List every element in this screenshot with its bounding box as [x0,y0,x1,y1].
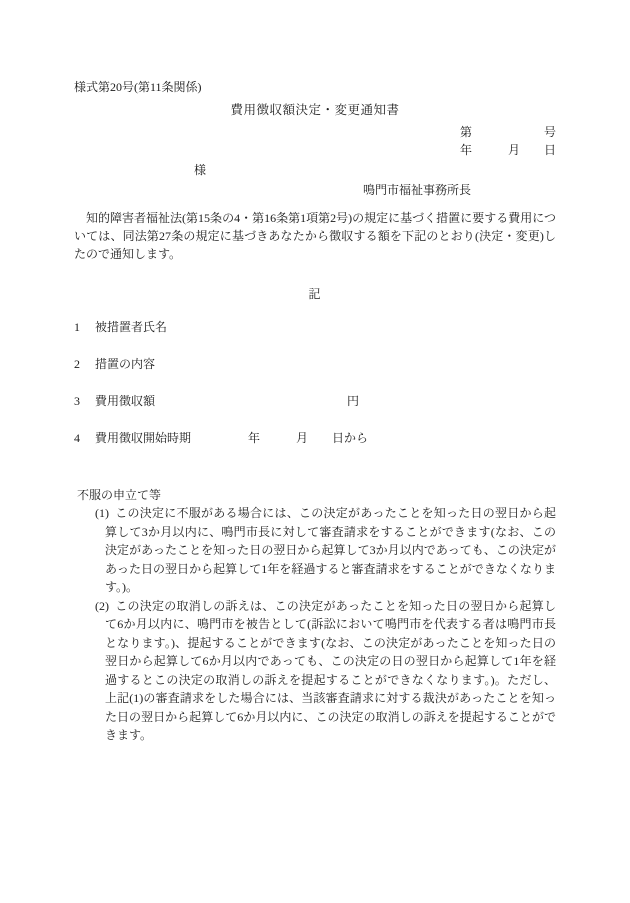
item-number: 4 [74,431,80,445]
item-number: 3 [74,394,80,408]
item-label: 費用徴収額 [95,394,156,408]
clause-number: (1) [95,506,109,520]
document-number-line: 第 号 [459,125,556,139]
item-row-fee-start-date [74,429,556,447]
item-label: 措置の内容 [95,357,156,371]
item-number: 2 [74,357,80,371]
document-title: 費用徴収額決定・変更通知書 [230,103,400,117]
appeal-clause-2 [95,597,556,745]
item-number: 1 [74,320,80,334]
item-value-yen: 円 [347,394,360,408]
item-row-measure-content [74,355,556,373]
date-line: 年 月 日 [459,143,556,157]
form-number: 様式第20号(第11条関係) [74,80,202,94]
appeal-section [74,486,556,745]
appeal-clause-1 [95,504,556,597]
item-row-fee-amount [74,392,556,410]
items-list [74,318,556,447]
item-row-recipient-name [74,318,556,336]
record-marker: 記 [308,287,322,301]
item-label: 被措置者氏名 [95,320,168,334]
addressee-honorific: 様 [194,163,207,177]
clause-text: この決定の取消しの訴えは、この決定があったことを知った日の翌日から起算して6か月以内に、鳴門市を被告として(訴訟において鳴門市を代表する者は鳴門市長となります。)、提起することができます(なお、この決定があったことを知った日の翌日から起算して6か月以内であっても、この決定の日の翌日から起算して1年を経過するとこの決定の取消しの訴えを提起することができなくなります。)。ただし、上記(1)の審査請求をした場合には、当該審査請求に対する裁決があったことを知った日の翌日から起算して6か月以内に、この決定の取消しの訴えを提起することができます。 [105,598,556,742]
appeal-heading: 不服の申立て等 [77,488,162,502]
clause-text: この決定に不服がある場合には、この決定があったことを知った日の翌日から起算して3か月以内に、鳴門市長に対して審査請求をすることができます(なお、この決定があったことを知った日の翌日から起算して3か月以内であっても、この決定があった日の翌日から起算して1年を経過すると審査請求をすることができなくなります。)。 [105,506,556,594]
item-value-date: 年 月 日から [248,431,369,445]
item-label: 費用徴収開始時期 [95,431,192,445]
sender-title: 鳴門市福祉事務所長 [363,183,472,197]
clause-number: (2) [95,598,109,613]
notification-body: 知的障害者福祉法(第15条の4・第16条第1項第2号)の規定に基づく措置に要する費用については、同法第27条の規定に基づきあなたから徴収する額を下記のとおり(決定・変更)したので通知します。 [74,211,556,261]
